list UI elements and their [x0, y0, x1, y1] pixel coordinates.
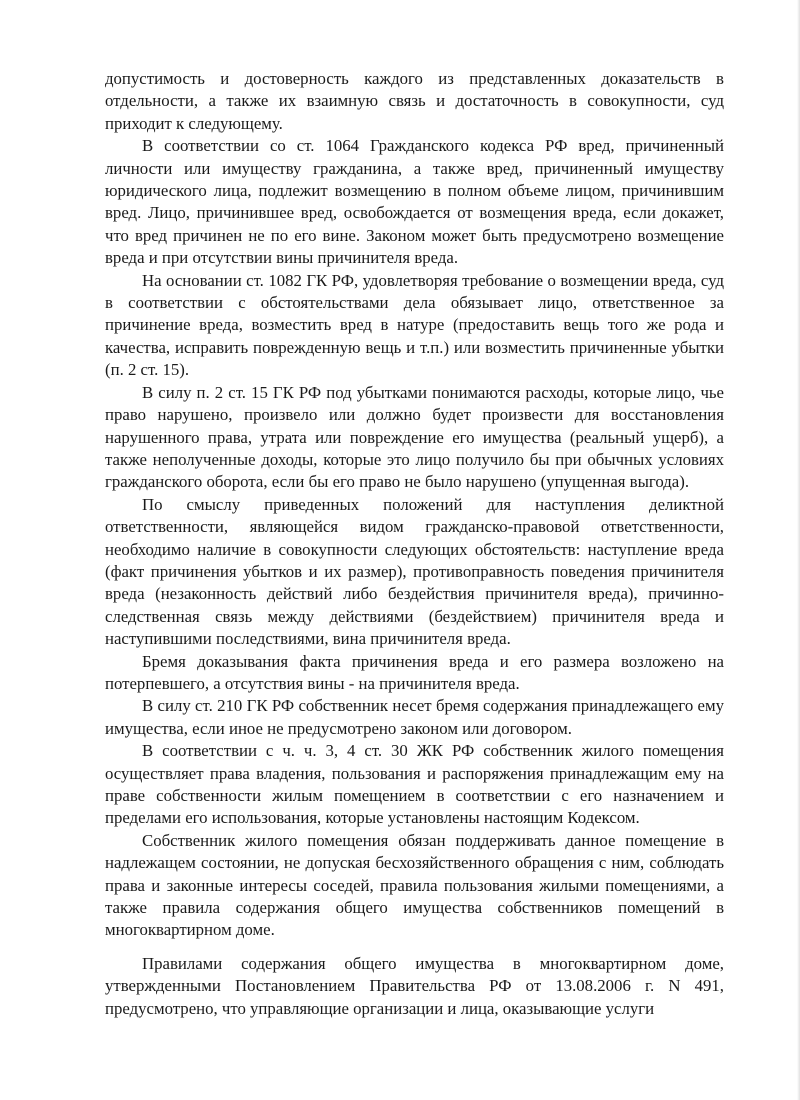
- paragraph-article-1064: В соответствии со ст. 1064 Гражданского кодекса РФ вред, причиненный личности или имуществу гражданина, а также вред, причиненный имуществу юридического лица, подлежит возмещению в полном объеме лицом, причинившим вред. Лицо, причинившее вред, освобождается от возмещения вреда, если докажет, что вред причинен не по его вине. Законом может быть предусмотрено возмещение вреда и при отсутствии вины причинителя вреда.: [105, 136, 724, 268]
- paragraph-owner-obligations: Собственник жилого помещения обязан поддерживать данное помещение в надлежащем состоянии, не допуская бесхозяйственного обращения с ним, соблюдать права и законные интересы соседей, правила пользования жилыми помещениями, а также правила содержания общего имущества собственников помещений в многоквартирном доме.: [105, 830, 724, 940]
- paragraph-article-1082: На основании ст. 1082 ГК РФ, удовлетворяя требование о возмещении вреда, суд в соответствии с обстоятельствами дела обязывает лицо, ответственное за причинение вреда, возместить вред в натуре (предоставить вещь того же рода и качества, исправить поврежденную вещь и т.п.) или возместить причиненные убытки (п. 2 ст. 15).: [105, 270, 724, 380]
- paragraph-evidence-conclusion: допустимость и достоверность каждого из представленных доказательств в отдельности, а также их взаимную связь и достаточность в совокупности, суд приходит к следующему.: [105, 69, 724, 133]
- paragraph-maintenance-rules: Правилами содержания общего имущества в многоквартирном доме, утвержденными Постановлением Правительства РФ от 13.08.2006 г. N 491, предусмотрено, что управляющие организации и лица, оказывающие услуги: [105, 953, 724, 1018]
- paragraph-article-210: В силу ст. 210 ГК РФ собственник несет бремя содержания принадлежащего ему имущества, если иное не предусмотрено законом или договором.: [105, 696, 724, 738]
- paragraph-article-30-housing: В соответствии с ч. ч. 3, 4 ст. 30 ЖК РФ собственник жилого помещения осуществляет права владения, пользования и распоряжения принадлежащим ему на праве собственности жилым помещением в соответствии с его назначением и пределами его использования, которые установлены настоящим Кодексом.: [105, 741, 724, 828]
- paragraph-burden-of-proof: Бремя доказывания факта причинения вреда и его размера возложено на потерпевшего, а отсутствия вины - на причинителя вреда.: [105, 651, 724, 693]
- paragraph-article-15: В силу п. 2 ст. 15 ГК РФ под убытками понимаются расходы, которые лицо, чье право нарушено, произвело или должно будет произвести для восстановления нарушенного права, утрата или повреждение его имущества (реальный ущерб), а также неполученные доходы, которые это лицо получило бы при обычных условиях гражданского оборота, если бы его право не было нарушено (упущенная выгода).: [105, 382, 724, 492]
- paragraph-tort-liability: По смыслу приведенных положений для наступления деликтной ответственности, являющейся видом гражданско-правовой ответственности, необходимо наличие в совокупности следующих обстоятельств: наступление вреда (факт причинения убытков и их размер), противоправность поведения причинителя вреда (незаконность действий либо бездействия причинителя вреда), причинно-следственная связь между действиями (бездействием) причинителя вреда и наступившими последствиями, вина причинителя вреда.: [105, 494, 724, 649]
